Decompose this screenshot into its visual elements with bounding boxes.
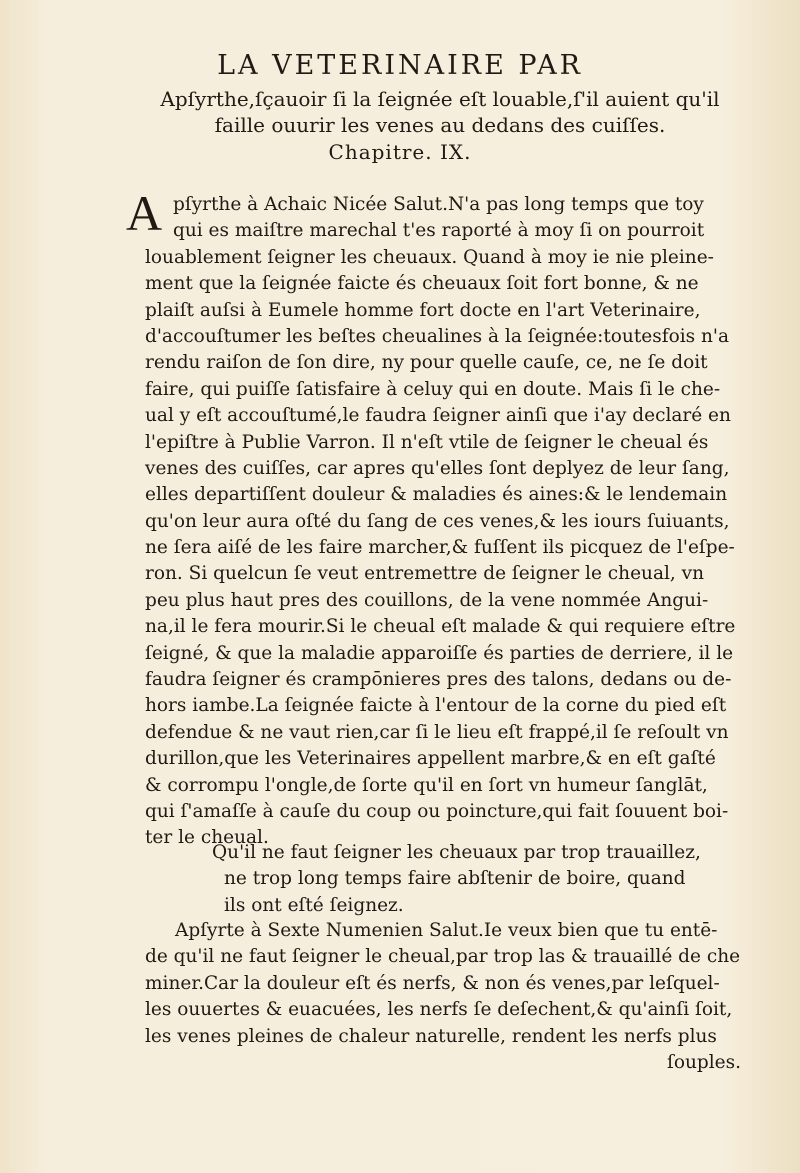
- text-line: faire, qui puiſſe ſatisfaire à celuy qui en doute. Mais ſi le che-: [145, 378, 721, 400]
- subheading-line: ne trop long temps faire abſtenir de boire, quand: [224, 868, 686, 890]
- text-line: ne ſera aiſé de les faire marcher,& fuſſent ils picquez de l'eſpe-: [145, 537, 735, 559]
- text-line: hors iambe.La ſeignée faicte à l'entour de la corne du pied eſt: [145, 695, 727, 717]
- text-line: ual y eſt accouſtumé,le faudra ſeigner ainſi que i'ay declaré en: [145, 405, 731, 427]
- text-line: elles departiſſent douleur & maladies és aines:& le lendemain: [145, 484, 728, 506]
- running-head: LA VETERINAIRE PAR: [217, 50, 583, 81]
- text-line: miner.Car la douleur eſt és nerfs, & non és venes,par leſquel-: [145, 972, 720, 994]
- text-line: les ouuertes & euacuées, les nerfs ſe deſechent,& qu'ainſi ſoit,: [145, 999, 733, 1021]
- text-line: plaiſt auſsi à Eumele homme fort docte en l'art Veterinaire,: [145, 299, 701, 321]
- text-line: qu'on leur aura oſté du ſang de ces venes,& les iours ſuiuants,: [145, 510, 730, 532]
- text-line: d'accouſtumer les beſtes cheualines à la ſeignée:toutesfois n'a: [145, 325, 730, 347]
- body-text-continued: [145, 918, 745, 1076]
- text-line: venes des cuiſſes, car apres qu'elles ſont deplyez de leur ſang,: [145, 457, 730, 479]
- text-line: qui ſ'amaſſe à cauſe du coup ou poincture,qui fait ſouuent boi-: [145, 800, 729, 822]
- text-line: qui es maiſtre marechal t'es raporté à moy ſi on pourroit: [173, 220, 705, 242]
- text-line: ſeigné, & que la maladie apparoiſſe és parties de derriere, il le: [145, 642, 734, 664]
- drop-cap: A: [126, 185, 163, 241]
- text-line: rendu raiſon de ſon dire, ny pour quelle cauſe, ce, ne ſe doit: [145, 352, 708, 374]
- text-line: l'epiſtre à Publie Varron. Il n'eſt vtile de ſeigner le cheual és: [145, 431, 709, 453]
- text-line: peu plus haut pres des couillons, de la vene nommée Angui-: [145, 589, 709, 611]
- subheading-line: Qu'il ne faut ſeigner les cheuaux par trop trauaillez,: [212, 842, 701, 863]
- text-line: & corrompu l'ongle,de ſorte qu'il en ſort vn humeur ſanglāt,: [145, 774, 708, 796]
- section-subheading: [212, 840, 732, 919]
- text-line: ment que la ſeignée faicte és cheuaux ſoit fort bonne, & ne: [145, 273, 699, 295]
- body-text: [145, 192, 745, 852]
- chapter-title: [160, 86, 720, 138]
- text-line: Apſyrte à Sexte Numenien Salut.Ie veux bien que tu entē-: [175, 920, 718, 941]
- text-line: na,il le fera mourir.Si le cheual eſt malade & qui requiere eſtre: [145, 616, 736, 638]
- chapter-title-line: faille ouurir les venes au dedans des cuiſſes.: [214, 113, 666, 137]
- text-line: pſyrthe à Achaic Nicée Salut.N'a pas long temps que toy: [173, 194, 704, 215]
- subheading-line: ils ont eſté ſeignez.: [224, 894, 404, 916]
- text-line: faudra ſeigner és crampōnieres pres des talons, dedans ou de-: [145, 669, 732, 691]
- text-line: les venes pleines de chaleur naturelle, rendent les nerfs plus: [145, 1025, 717, 1047]
- chapter-title-line: Apſyrthe,ſçauoir ſi la ſeignée eſt louable,ſ'il auient qu'il: [160, 87, 720, 111]
- chapter-label: Chapitre. IX.: [328, 140, 472, 164]
- text-line: defendue & ne vaut rien,car ſi le lieu eſt frappé,il ſe reſoult vn: [145, 721, 729, 743]
- text-line: ron. Si quelcun ſe veut entremettre de ſeigner le cheual, vn: [145, 563, 705, 585]
- catchword: ſouples.: [667, 1051, 741, 1073]
- text-line: durillon,que les Veterinaires appellent marbre,& en eſt gaſté: [145, 748, 716, 770]
- text-line: de qu'il ne faut ſeigner le cheual,par trop las & trauaillé de che: [145, 946, 741, 968]
- text-line: ter le cheual.: [145, 827, 269, 849]
- text-line: louablement ſeigner les cheuaux. Quand à moy ie nie pleine-: [145, 246, 714, 268]
